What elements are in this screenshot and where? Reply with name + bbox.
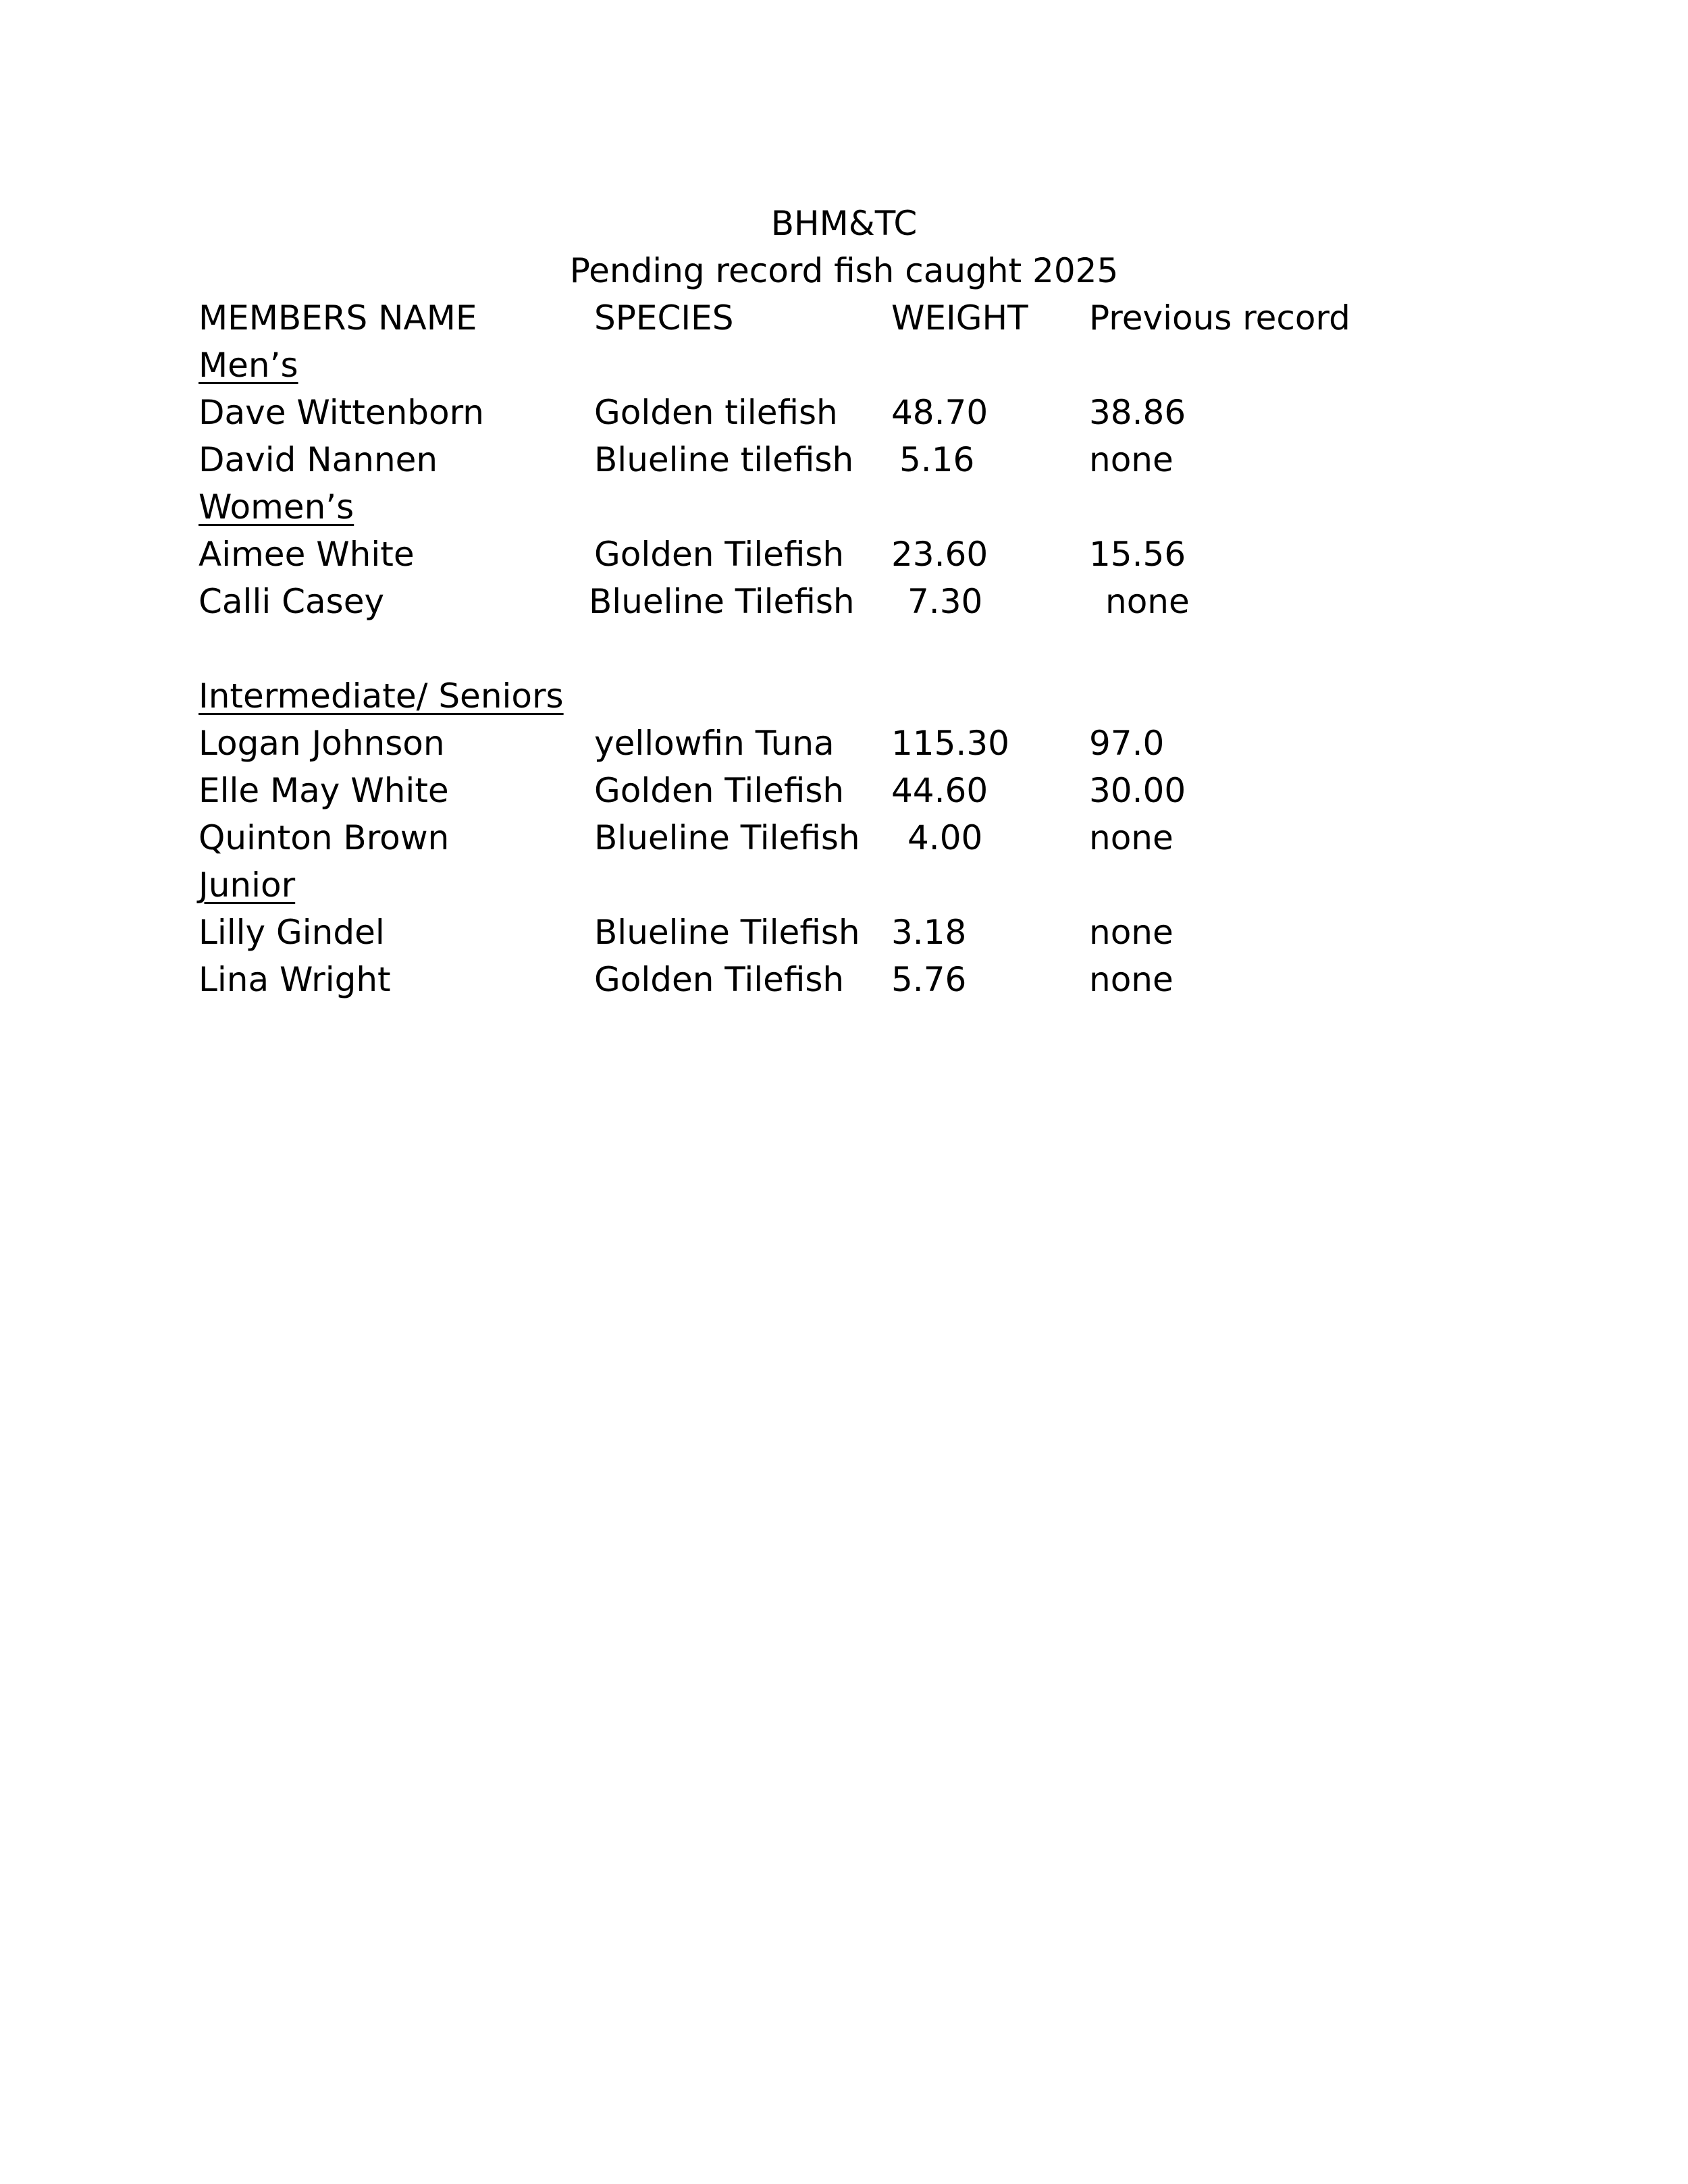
- member-name: David Nannen: [199, 440, 438, 479]
- species: Blueline tilefish: [594, 440, 854, 479]
- previous-record: none: [1105, 582, 1190, 621]
- species: Blueline Tilefish: [589, 582, 855, 621]
- member-name: Quinton Brown: [199, 818, 450, 857]
- species: Golden Tilefish: [594, 960, 845, 999]
- section-label-mens: Men’s: [199, 346, 298, 385]
- document-subtitle: Pending record fish caught 2025: [569, 251, 1119, 290]
- section-label-intermediate-seniors: Intermediate/ Seniors: [199, 676, 564, 716]
- species: yellowfin Tuna: [594, 724, 835, 763]
- section-label-junior: Junior: [199, 865, 296, 905]
- weight: 115.30: [891, 724, 1009, 763]
- table-row: [0, 389, 1688, 436]
- member-name: Calli Casey: [199, 582, 385, 621]
- species: Golden Tilefish: [594, 535, 845, 574]
- column-header-weight: WEIGHT: [891, 298, 1028, 338]
- weight: 48.70: [891, 393, 988, 432]
- column-header-row: [0, 294, 1688, 342]
- previous-record: none: [1089, 960, 1173, 999]
- member-name: Dave Wittenborn: [199, 393, 484, 432]
- weight: 44.60: [891, 771, 988, 810]
- document-title: BHM&TC: [770, 204, 918, 243]
- member-name: Logan Johnson: [199, 724, 445, 763]
- previous-record: none: [1089, 440, 1173, 479]
- table-row: [0, 578, 1688, 625]
- species: Blueline Tilefish: [594, 818, 860, 857]
- previous-record: none: [1089, 913, 1173, 952]
- weight: 5.76: [891, 960, 967, 999]
- weight: 23.60: [891, 535, 988, 574]
- species: Blueline Tilefish: [594, 913, 860, 952]
- column-header-previous-record: Previous record: [1089, 298, 1350, 338]
- previous-record: 15.56: [1089, 535, 1186, 574]
- previous-record: 30.00: [1089, 771, 1186, 810]
- weight: 4.00: [907, 818, 983, 857]
- table-row: [0, 814, 1688, 861]
- weight: 7.30: [907, 582, 983, 621]
- member-name: Elle May White: [199, 771, 449, 810]
- species: Golden Tilefish: [594, 771, 845, 810]
- weight: 3.18: [891, 913, 967, 952]
- table-row: [0, 956, 1688, 1003]
- previous-record: 97.0: [1089, 724, 1165, 763]
- member-name: Lina Wright: [199, 960, 391, 999]
- column-header-name: MEMBERS NAME: [199, 298, 477, 338]
- table-row: [0, 436, 1688, 483]
- column-header-species: SPECIES: [594, 298, 734, 338]
- member-name: Lilly Gindel: [199, 913, 385, 952]
- weight: 5.16: [899, 440, 975, 479]
- section-label-womens: Women’s: [199, 487, 354, 527]
- table-row: [0, 909, 1688, 956]
- previous-record: 38.86: [1089, 393, 1186, 432]
- species: Golden tilefish: [594, 393, 838, 432]
- member-name: Aimee White: [199, 535, 415, 574]
- table-row: [0, 531, 1688, 578]
- table-row: [0, 720, 1688, 767]
- previous-record: none: [1089, 818, 1173, 857]
- table-row: [0, 767, 1688, 814]
